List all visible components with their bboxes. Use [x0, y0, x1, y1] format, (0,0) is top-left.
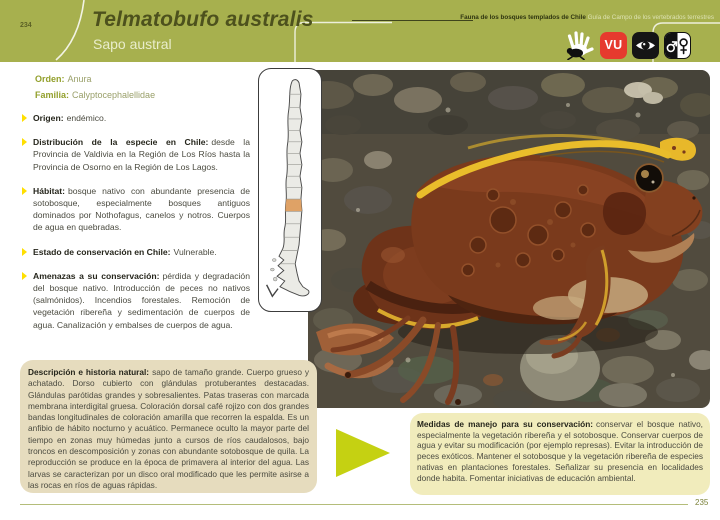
species-facts-list	[22, 112, 250, 343]
fact-text: pérdida y degradación del bosque nativo. Introducción de peces no nativos (salmónidos). Incendios forestales. Remoción de vegetación ribereña y sedimentación de cuerpos de agua. Canalización y embalses de cuerpos de agua.	[33, 270, 250, 330]
description-box	[20, 360, 317, 493]
map-south-arrow	[267, 285, 278, 296]
status-icon-row	[565, 31, 691, 59]
taxonomy-block	[35, 71, 155, 103]
fact-habitat	[22, 185, 250, 234]
description-label: Descripción e historia natural:	[28, 367, 150, 377]
distribution-map-chile	[258, 68, 322, 312]
taxonomy-orden	[35, 71, 155, 87]
fact-origen	[22, 112, 250, 124]
management-text	[417, 419, 703, 483]
familia-value: Calyptocephalellidae	[72, 90, 156, 100]
description-body: sapo de tamaño grande. Cuerpo grueso y achatado. Dorso cubierto con glándulas protuberantes destacadas. Glándulas parótidas grandes y sobresalientes. Patas traseras con marcada membrana interdigital gruesa. Coloración dorsal café rojizo con dos grandes bandas longitudinales de coloración amarilla que recorren la espalda. Es un anfibio de hábito nocturno y acuático. Permanece oculto la mayor parte del tiempo en zonas muy húmedas junto a cursos de ríos caudalosos, bajo troncos en descomposición y zonas con abundante sotobosque de quila. La reproducción se produce en la época de primavera al interior del agua. Las larvas se caracterizan por un disco oral modificado que les permite asirse a las rocas en ríos de aguas rápidas.	[28, 367, 309, 490]
management-box	[410, 413, 710, 495]
left-page-number: 234	[20, 22, 32, 29]
hand-with-frog-icon	[565, 30, 595, 60]
familia-label: Familia:	[35, 90, 70, 100]
bullet-arrow-icon	[22, 138, 27, 146]
fact-label: Hábitat:	[33, 185, 65, 196]
footer-rule	[20, 504, 688, 505]
fact-text: bosque nativo con abundante presencia de sotobosque, especialmente bosques antiguos dominados por Nothofagus, canelos y notros. Cuerpos de agua en quebradas.	[33, 185, 250, 233]
taxonomy-familia	[35, 87, 155, 103]
conservation-status-badge: VU	[600, 32, 627, 59]
series-title	[460, 14, 714, 21]
right-page-number: 235	[695, 498, 709, 507]
species-photo-frog	[308, 70, 710, 408]
series-title-bold: Fauna de los bosques templados de Chile	[460, 14, 586, 21]
description-text	[28, 367, 309, 491]
header-band	[0, 0, 720, 62]
bullet-arrow-icon	[22, 114, 27, 122]
fact-label: Distribución de la especie en Chile:	[33, 137, 209, 148]
bullet-arrow-icon	[22, 272, 27, 280]
fact-estado	[22, 246, 250, 258]
fact-text: Vulnerable.	[173, 246, 217, 257]
management-body: conservar el bosque nativo, especialmente la vegetación ribereña y el sotobosque. Conservar cuerpos de agua y evitar su modificación (por ejemplo represas). Evitar la introducción de peces exóticos. Mantener el sotobosque y la vegetación ribereña de especies nativas en plantaciones forestales. Señalizar su presencia en localidades donde habita. Fomentar iniciativas de educación ambiental.	[417, 419, 703, 483]
management-pointer-arrow-icon	[336, 429, 390, 477]
fact-label: Estado de conservación en Chile:	[33, 246, 171, 257]
fact-label: Amenazas a su conservación:	[33, 270, 160, 281]
common-name: Sapo austral	[93, 36, 172, 52]
fact-text: endémico.	[66, 113, 107, 123]
bullet-arrow-icon	[22, 248, 27, 256]
fact-amenazas	[22, 270, 250, 331]
species-title: Telmatobufo australis	[92, 8, 314, 31]
bullet-arrow-icon	[22, 187, 27, 195]
orden-label: Orden:	[35, 74, 65, 84]
eye-icon	[632, 32, 659, 59]
management-label: Medidas de manejo para su conservación:	[417, 419, 594, 429]
fact-distribucion	[22, 136, 250, 173]
fact-text: desde la Provincia de Valdivia en la Región de Los Ríos hasta la Provincia de Osorno en la Región de Los Lagos.	[33, 137, 250, 172]
male-female-icon	[664, 32, 691, 59]
series-divider-line	[352, 20, 473, 21]
series-title-light: Guía de Campo de los vertebrados terrestres	[585, 14, 714, 21]
fact-label: Origen:	[33, 113, 64, 123]
orden-value: Anura	[67, 74, 92, 84]
